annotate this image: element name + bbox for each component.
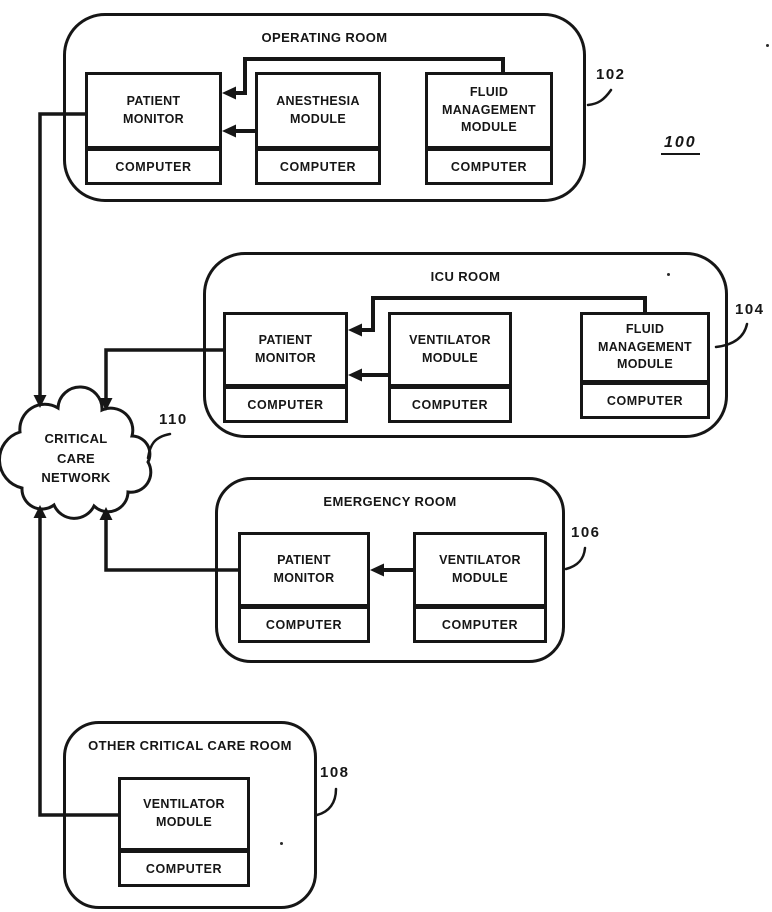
- module-name: PATIENT MONITOR: [255, 332, 316, 365]
- module-patient-monitor: [238, 532, 370, 643]
- module-fluid-management: [580, 312, 710, 419]
- module-computer-label: COMPUTER: [428, 146, 550, 182]
- room-title: OTHER CRITICAL CARE ROOM: [88, 738, 292, 753]
- ref-106: 106: [571, 524, 601, 541]
- room-title: OPERATING ROOM: [261, 30, 388, 45]
- scan-speck: [766, 44, 769, 47]
- room-title: ICU ROOM: [430, 269, 501, 284]
- module-computer-label: COMPUTER: [258, 146, 378, 182]
- ref-104: 104: [735, 301, 765, 318]
- module-name: VENTILATOR MODULE: [409, 332, 491, 365]
- module-name: FLUID MANAGEMENT MODULE: [442, 84, 536, 135]
- module-computer-label: COMPUTER: [391, 384, 509, 420]
- scan-speck: [280, 842, 283, 845]
- module-computer-label: COMPUTER: [416, 604, 544, 640]
- module-ventilator: [413, 532, 547, 643]
- module-anesthesia: [255, 72, 381, 185]
- module-fluid-management: [425, 72, 553, 185]
- figure-ref: 100: [661, 134, 700, 155]
- module-name: PATIENT MONITOR: [123, 93, 184, 126]
- leader-line-108: [317, 789, 336, 815]
- network-cloud-label: CRITICAL CARE NETWORK: [41, 431, 111, 485]
- module-computer-label: COMPUTER: [241, 604, 367, 640]
- module-computer-label: COMPUTER: [583, 380, 707, 416]
- leader-line-102: [588, 90, 611, 105]
- module-patient-monitor: [223, 312, 348, 423]
- leader-line-106: [566, 548, 585, 569]
- module-name: FLUID MANAGEMENT MODULE: [598, 321, 692, 372]
- module-computer-label: COMPUTER: [121, 848, 247, 884]
- room-title: EMERGENCY ROOM: [323, 494, 457, 509]
- module-computer-label: COMPUTER: [88, 146, 219, 182]
- module-name: PATIENT MONITOR: [273, 552, 335, 585]
- scan-speck: [667, 273, 670, 276]
- module-computer-label: COMPUTER: [226, 384, 345, 420]
- module-ventilator: [118, 777, 250, 887]
- module-name: VENTILATOR MODULE: [439, 552, 521, 585]
- module-patient-monitor: [85, 72, 222, 185]
- module-name: VENTILATOR MODULE: [143, 797, 225, 829]
- ref-102: 102: [596, 66, 626, 83]
- module-name: ANESTHESIA MODULE: [276, 93, 360, 126]
- ref-108: 108: [320, 764, 350, 781]
- ref-110: 110: [159, 411, 188, 428]
- module-ventilator: [388, 312, 512, 423]
